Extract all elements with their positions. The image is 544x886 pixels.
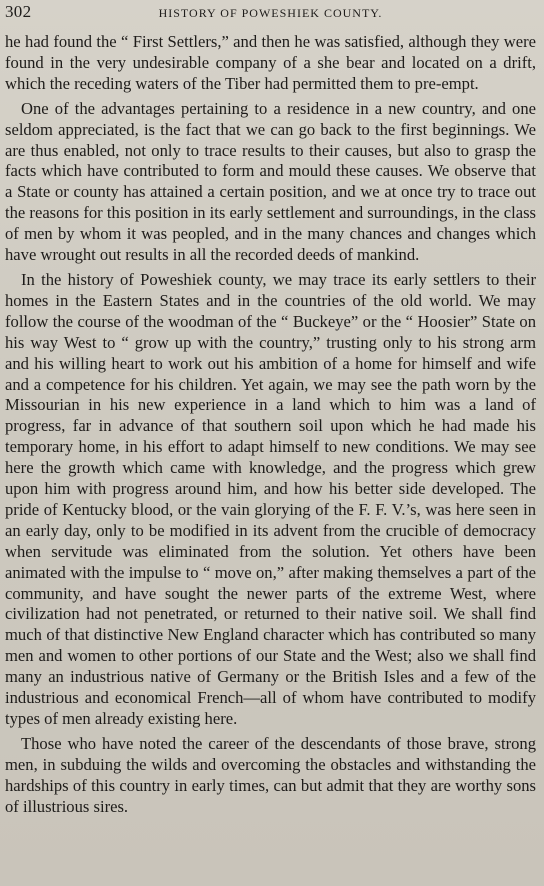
page-header bbox=[5, 2, 536, 32]
page-number: 302 bbox=[5, 2, 32, 21]
paragraph-continued: he had found the “ First Settlers,” and then he was satisfied, although they were found in the very undesirable company of a she bear and located on a drift, which the receding waters of the Tiber had permitted them to pre-empt. bbox=[5, 32, 536, 93]
body-text bbox=[5, 32, 536, 818]
paragraph: One of the advantages pertaining to a residence in a new country, and one seldom appreciated, is the fact that we can go back to the first beginnings. We are thus enabled, not only to trace results to their causes, but also to grasp the facts which have contributed to form and mould these causes. We observe that a State or county has attained a certain position, and we at once try to trace out the reasons for this position in its early settlement and surroundings, in the class of men by whom it was peopled, and in the many chances and changes which have wrought out results in all the recorded deeds of mankind. bbox=[5, 98, 536, 265]
running-title: HISTORY OF POWESHIEK COUNTY. bbox=[158, 6, 383, 20]
paragraph: In the history of Poweshiek county, we may trace its early settlers to their homes in the Eastern States and in the countries of the old world. We may follow the course of the woodman of the “ Buckeye” or the “ Hoosier” State on his way West to “ grow up with the country,” trusting only to his strong arm and his willing heart to work out his ambition of a home for himself and wife and a competence for his children. Yet again, we may see the path worn by the Missourian in his new experience in a land which to him was a land of progress, far in advance of that southern soil upon which he had made his temporary home, in his effort to adapt himself to new conditions. We may see here the growth which came with knowledge, and the progress which grew upon him with progress around him, and how his better side developed. The pride of Kentucky blood, or the vain glorying of the F. F. V.’s, was here seen in an early day, only to be modified in its advent from the crucible of democracy when servitude was eliminated from the solution. Yet others have been animated with the impulse to “ move on,” after making themselves a part of the community, and have sought the newer parts of the extreme West, where civilization had not penetrated, or returned to their native soil. We shall find much of that distinctive New England character which has contributed so many men and women to other portions of our State and the West; also we shall find many an industrious native of Germany or the British Isles and a few of the industrious and economical French—all of whom have contributed to modify types of men already existing here. bbox=[5, 269, 536, 728]
paragraph: Those who have noted the career of the descendants of those brave, strong men, in subduing the wilds and overcoming the obstacles and withstanding the hardships of this country in early times, can but admit that they are worthy sons of illustrious sires. bbox=[5, 733, 536, 816]
